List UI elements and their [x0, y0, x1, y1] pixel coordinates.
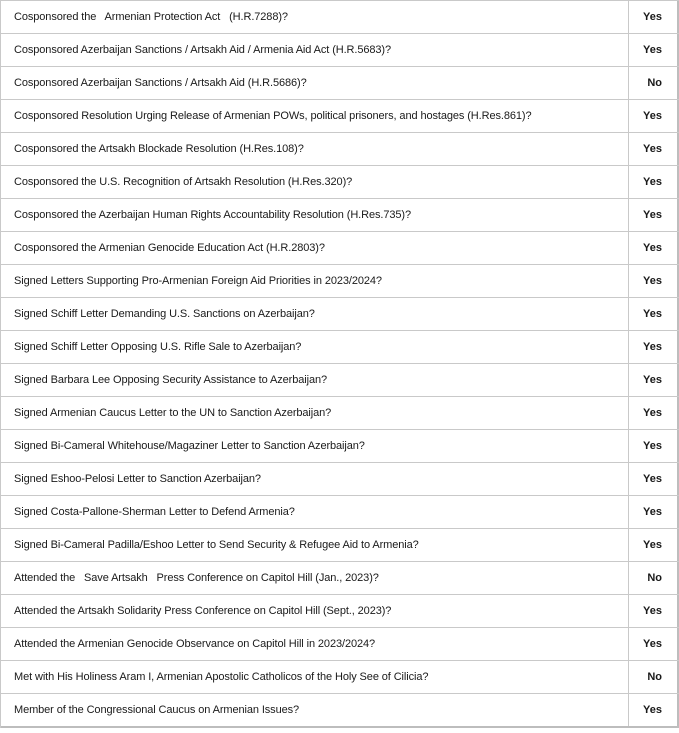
- table-row: [1, 331, 679, 364]
- answer-cell: Yes: [629, 430, 679, 462]
- question-cell: Cosponsored the Azerbaijan Human Rights Accountability Resolution (H.Res.735)?: [1, 199, 629, 231]
- table-row: [1, 364, 679, 397]
- answer-cell: Yes: [629, 331, 679, 363]
- question-cell: Cosponsored the Artsakh Blockade Resolution (H.Res.108)?: [1, 133, 629, 165]
- table-row: [1, 199, 679, 232]
- table-row: [1, 496, 679, 529]
- answer-cell: Yes: [629, 694, 679, 726]
- answer-cell: Yes: [629, 232, 679, 264]
- question-cell: Cosponsored the Armenian Protection Act (H.R.7288)?: [1, 1, 629, 33]
- table-row: [1, 430, 679, 463]
- answer-cell: Yes: [629, 463, 679, 495]
- table-row: [1, 34, 679, 67]
- question-cell: Cosponsored Azerbaijan Sanctions / Artsakh Aid / Armenia Aid Act (H.R.5683)?: [1, 34, 629, 66]
- table-row: [1, 628, 679, 661]
- table-row: [1, 1, 679, 34]
- question-cell: Signed Barbara Lee Opposing Security Assistance to Azerbaijan?: [1, 364, 629, 396]
- table-row: [1, 562, 679, 595]
- answer-cell: Yes: [629, 166, 679, 198]
- table-row: [1, 595, 679, 628]
- question-cell: Signed Schiff Letter Demanding U.S. Sanctions on Azerbaijan?: [1, 298, 629, 330]
- answer-cell: Yes: [629, 265, 679, 297]
- answer-cell: Yes: [629, 1, 679, 33]
- table-row: [1, 166, 679, 199]
- table-row: [1, 133, 679, 166]
- answer-cell: Yes: [629, 397, 679, 429]
- answer-cell: Yes: [629, 364, 679, 396]
- table-row: [1, 298, 679, 331]
- question-cell: Cosponsored the U.S. Recognition of Artsakh Resolution (H.Res.320)?: [1, 166, 629, 198]
- answer-cell: Yes: [629, 595, 679, 627]
- table-row: [1, 232, 679, 265]
- question-cell: Signed Letters Supporting Pro-Armenian Foreign Aid Priorities in 2023/2024?: [1, 265, 629, 297]
- answer-cell: Yes: [629, 496, 679, 528]
- table-row: [1, 463, 679, 496]
- answer-cell: No: [629, 661, 679, 693]
- question-cell: Signed Eshoo-Pelosi Letter to Sanction Azerbaijan?: [1, 463, 629, 495]
- question-cell: Signed Armenian Caucus Letter to the UN to Sanction Azerbaijan?: [1, 397, 629, 429]
- question-cell: Signed Schiff Letter Opposing U.S. Rifle Sale to Azerbaijan?: [1, 331, 629, 363]
- answer-cell: No: [629, 562, 679, 594]
- answer-cell: Yes: [629, 100, 679, 132]
- answer-cell: Yes: [629, 298, 679, 330]
- question-cell: Signed Costa-Pallone-Sherman Letter to Defend Armenia?: [1, 496, 629, 528]
- table-row: [1, 265, 679, 298]
- question-cell: Cosponsored Resolution Urging Release of Armenian POWs, political prisoners, and hostages (H.Res.861)?: [1, 100, 629, 132]
- table-row: [1, 661, 679, 694]
- question-cell: Cosponsored Azerbaijan Sanctions / Artsakh Aid (H.R.5686)?: [1, 67, 629, 99]
- question-cell: Attended the Artsakh Solidarity Press Conference on Capitol Hill (Sept., 2023)?: [1, 595, 629, 627]
- answer-cell: Yes: [629, 133, 679, 165]
- question-cell: Member of the Congressional Caucus on Armenian Issues?: [1, 694, 629, 726]
- question-cell: Signed Bi-Cameral Padilla/Eshoo Letter to Send Security & Refugee Aid to Armenia?: [1, 529, 629, 561]
- answer-cell: No: [629, 67, 679, 99]
- answer-cell: Yes: [629, 529, 679, 561]
- question-cell: Attended the Armenian Genocide Observance on Capitol Hill in 2023/2024?: [1, 628, 629, 660]
- table-row: [1, 67, 679, 100]
- answer-cell: Yes: [629, 34, 679, 66]
- table-row: [1, 529, 679, 562]
- question-cell: Signed Bi-Cameral Whitehouse/Magaziner Letter to Sanction Azerbaijan?: [1, 430, 629, 462]
- table-row: [1, 100, 679, 133]
- answer-cell: Yes: [629, 199, 679, 231]
- answer-cell: Yes: [629, 628, 679, 660]
- question-cell: Met with His Holiness Aram I, Armenian Apostolic Catholicos of the Holy See of Cilicia?: [1, 661, 629, 693]
- question-cell: Cosponsored the Armenian Genocide Education Act (H.R.2803)?: [1, 232, 629, 264]
- question-cell: Attended the Save Artsakh Press Conference on Capitol Hill (Jan., 2023)?: [1, 562, 629, 594]
- table-row: [1, 694, 679, 728]
- table-row: [1, 397, 679, 430]
